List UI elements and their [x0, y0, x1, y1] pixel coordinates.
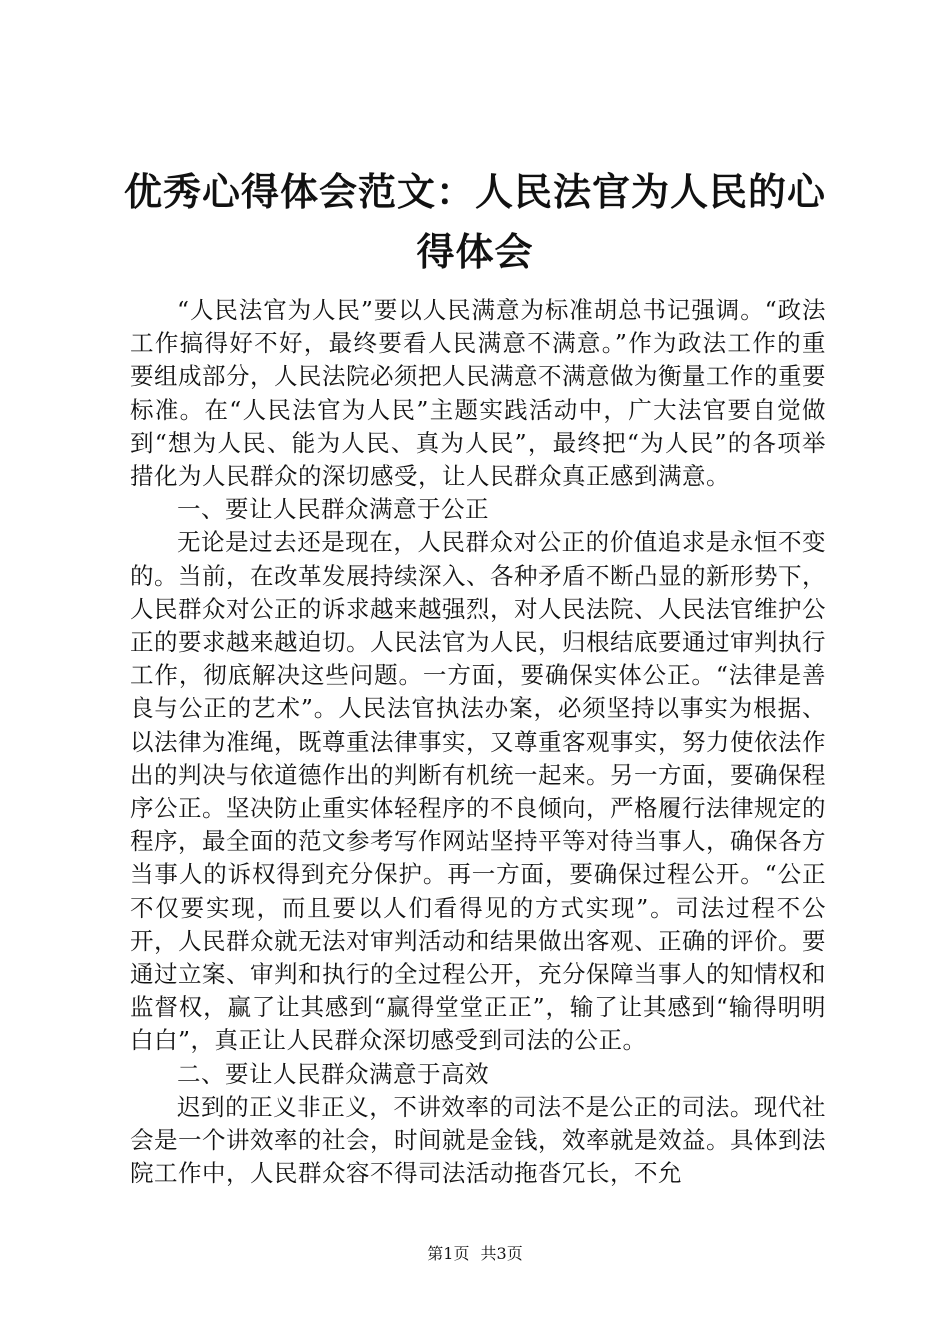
paragraph-efficiency: 迟到的正义非正义，不讲效率的司法不是公正的司法。现代社会是一个讲效率的社会，时间就是金钱，效率就是效益。具体到法院工作中，人民群众容不得司法活动拖沓冗长，不允	[130, 1092, 826, 1188]
section-heading-2: 二、要让人民群众满意于高效	[177, 1059, 489, 1088]
paragraph-intro: “人民法官为人民”要以人民满意为标准胡总书记强调。“政法工作搞得好不好，最终要看人民满意不满意。”作为政法工作的重要组成部分，人民法院必须把人民满意不满意做为衡量工作的重要标准。在“人民法官为人民”主题实践活动中，广大法官要自觉做到“想为人民、能为人民、真为人民”，最终把“为人民”的各项举措化为人民群众的深切感受，让人民群众真正感到满意。	[130, 296, 826, 491]
section-heading-1: 一、要让人民群众满意于公正	[177, 495, 489, 524]
paragraph-fairness: 无论是过去还是现在，人民群众对公正的价值追求是永恒不变的。当前，在改革发展持续深入、各种矛盾不断凸显的新形势下，人民群众对公正的诉求越来越强烈，对人民法院、人民法官维护公正的要求越来越迫切。人民法官为人民，归根结底要通过审判执行工作，彻底解决这些问题。一方面，要确保实体公正。“法律是善良与公正的艺术”。人民法官执法办案，必须坚持以事实为根据、以法律为准绳，既尊重法律事实，又尊重客观事实，努力使依法作出的判决与依道德作出的判断有机统一起来。另一方面，要确保程序公正。坚决防止重实体轻程序的不良倾向，严格履行法律规定的程序，最全面的范文参考写作网站坚持平等对待当事人，确保各方当事人的诉权得到充分保护。再一方面，要确保过程公开。“公正不仅要实现，而且要以人们看得见的方式实现”。司法过程不公开，人民群众就无法对审判活动和结果做出客观、正确的评价。要通过立案、审判和执行的全过程公开，充分保障当事人的知情权和监督权，赢了让其感到“赢得堂堂正正”，输了让其感到“输得明明白白”，真正让人民群众深切感受到司法的公正。	[130, 528, 826, 1055]
document-title: 优秀心得体会范文：人民法官为人民的心得体会	[123, 170, 826, 274]
page-total: 共3页	[480, 1244, 523, 1263]
page-footer	[0, 1244, 950, 1264]
document-body	[130, 294, 826, 1190]
page-number: 第1页	[427, 1244, 470, 1263]
